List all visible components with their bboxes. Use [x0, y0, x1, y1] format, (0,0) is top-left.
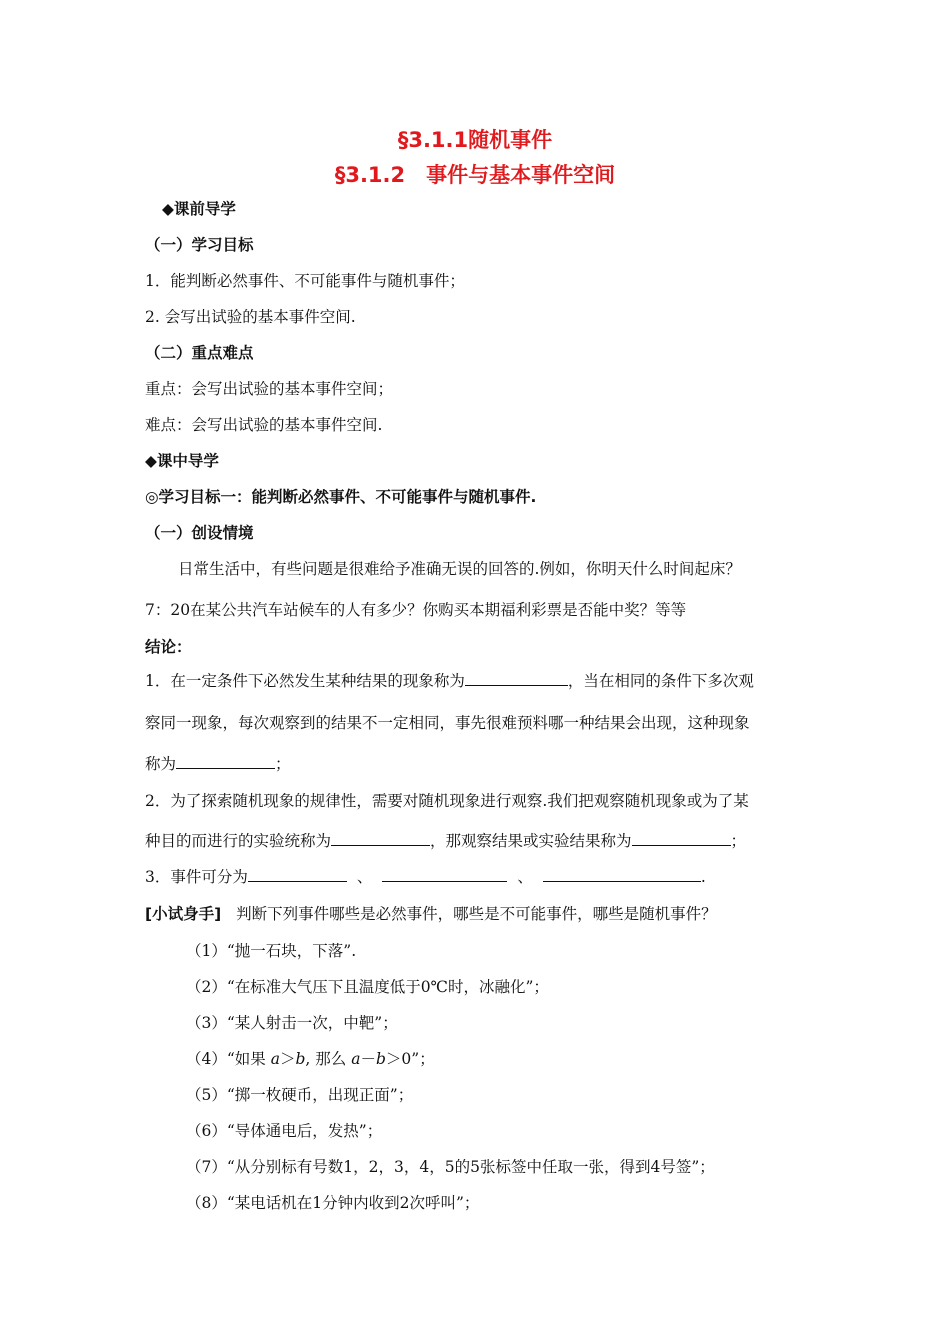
try-it-line: [145, 903, 950, 925]
math-var-a: a: [270, 1050, 280, 1068]
conclusion-2-text-d: ；: [730, 832, 747, 850]
list-item: （3）“某人射击一次，中靶”；: [186, 1014, 398, 1032]
conclusion-2-text-c: ，那观察结果或实验结果称为: [430, 832, 632, 850]
list-item: （7）“从分别标有号数1，2，3，4，5的5张标签中任取一张，得到4号签”；: [186, 1158, 715, 1176]
scenario-heading: （一）创设情境: [145, 524, 254, 542]
math-var-b: b: [375, 1050, 386, 1068]
key-points-heading: （二）重点难点: [145, 344, 254, 362]
conclusion-heading: 结论：: [145, 638, 192, 656]
goal-2: 2. 会写出试验的基本事件空间.: [145, 308, 356, 326]
fill-blank[interactable]: [465, 671, 568, 686]
conclusion-1-line-2: 察同一现象，每次观察到的结果不一定相同，事先很难预料哪一种结果会出现，这种现象: [145, 714, 750, 732]
key-point: 重点：会写出试验的基本事件空间；: [145, 380, 394, 398]
conclusion-1-text-d: 称为: [145, 755, 177, 773]
separator: 、: [356, 868, 373, 886]
conclusion-1-text-b: ，当在相同的条件下多次观: [567, 672, 754, 690]
math-var-b: b: [295, 1050, 306, 1068]
math-minus: －: [360, 1050, 376, 1068]
scenario-paragraph-line-1: 日常生活中，有些问题是很难给予准确无误的回答的.例如，你明天什么时间起床？: [178, 560, 741, 578]
in-class-heading: ◆课中导学: [145, 452, 219, 470]
list-item: （6）“导体通电后，发热”；: [186, 1122, 383, 1140]
list-item: （2）“在标准大气压下且温度低于0℃时，冰融化”；: [186, 978, 549, 996]
fill-blank[interactable]: [543, 867, 701, 882]
list-item-4: [186, 1048, 950, 1070]
conclusion-3-text: 3．事件可分为: [145, 868, 248, 886]
title-section-3-1-1: §3.1.1随机事件: [397, 128, 553, 152]
list-item: （5）“掷一枚硬币，出现正面”；: [186, 1086, 414, 1104]
item-4-tail: ＞0”；: [385, 1050, 435, 1068]
try-it-label: [小试身手]: [145, 905, 222, 923]
math-gt: ＞: [279, 1050, 296, 1068]
list-item: （8）“某电话机在1分钟内收到2次呼叫”；: [186, 1194, 480, 1212]
scenario-paragraph-line-2: 7：20在某公共汽车站候车的人有多少？你购买本期福利彩票是否能中奖？等等: [145, 601, 687, 619]
list-item: （1）“抛一石块，下落”.: [186, 942, 357, 960]
fill-blank[interactable]: [248, 867, 347, 882]
conclusion-2-text-b: 种目的而进行的实验统称为: [145, 832, 332, 850]
fill-blank[interactable]: [382, 867, 507, 882]
item-4-prefix: （4）“如果: [186, 1050, 271, 1068]
conclusion-1-text-e: ；: [275, 755, 291, 773]
learning-goals-heading: （一）学习目标: [145, 236, 254, 254]
conclusion-2-line-2: [145, 830, 950, 852]
difficulty-point: 难点：会写出试验的基本事件空间.: [145, 416, 383, 434]
learning-target-1: ◎学习目标一：能判断必然事件、不可能事件与随机事件.: [145, 488, 537, 506]
fill-blank[interactable]: [176, 754, 275, 769]
separator: 、: [517, 868, 533, 886]
goal-1: 1．能判断必然事件、不可能事件与随机事件；: [145, 272, 465, 290]
conclusion-1-text-a: 1．在一定条件下必然发生某种结果的现象称为: [145, 672, 465, 690]
title-section-3-1-2: §3.1.2 事件与基本事件空间: [334, 163, 616, 187]
conclusion-3: [145, 866, 950, 888]
math-var-a: a: [351, 1050, 361, 1068]
conclusion-3-end: .: [700, 868, 706, 886]
conclusion-1-line-1: [145, 670, 950, 692]
fill-blank[interactable]: [331, 831, 430, 846]
fill-blank[interactable]: [632, 831, 731, 846]
try-it-text: 判断下列事件哪些是必然事件，哪些是不可能事件，哪些是随机事件？: [236, 905, 717, 923]
item-4-mid: , 那么: [305, 1050, 352, 1068]
conclusion-1-line-3: [145, 753, 950, 775]
conclusion-2-line-1: 2．为了探索随机现象的规律性，需要对随机现象进行观察.我们把观察随机现象或为了某: [145, 792, 749, 810]
pre-class-heading: ◆课前导学: [162, 200, 236, 218]
